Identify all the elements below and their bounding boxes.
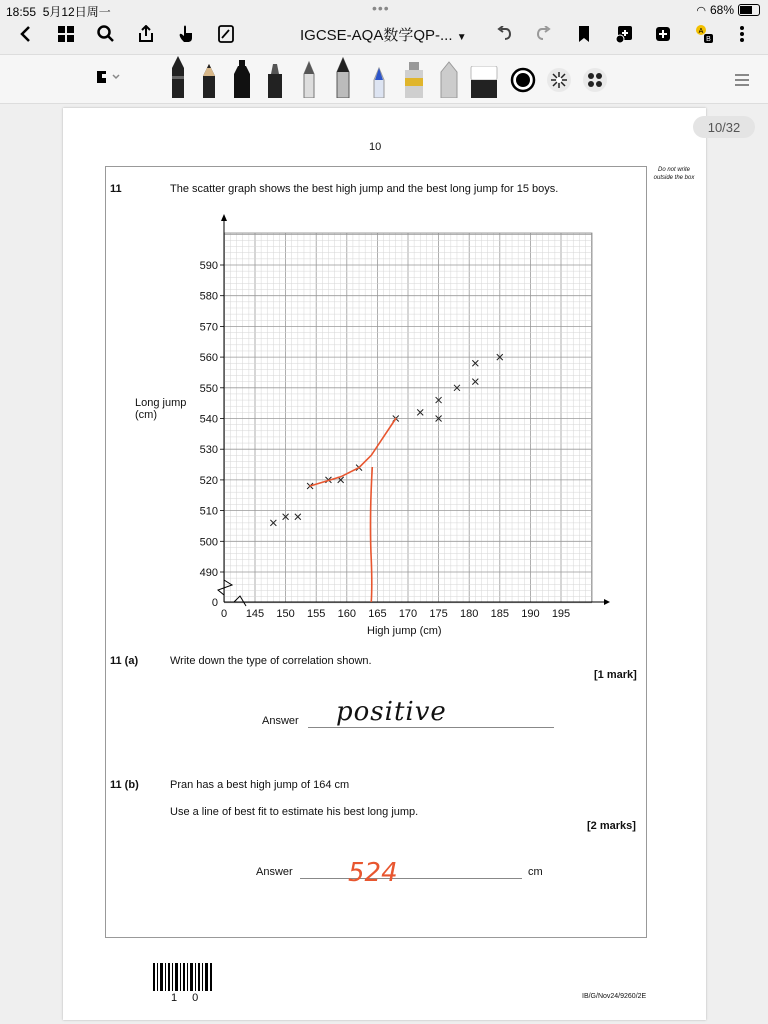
page-indicator[interactable]: 10/32 (693, 116, 755, 138)
top-toolbar (0, 18, 768, 50)
question-a-text: Write down the type of correlation shown. (170, 655, 372, 667)
multitask-dots-icon[interactable]: ••• (372, 0, 390, 16)
answer-frame (105, 166, 647, 938)
x-tick-label: 160 (337, 608, 356, 620)
add-page-icon[interactable] (612, 22, 636, 46)
color-picker-icon[interactable] (510, 67, 536, 98)
blue-pen-tool-icon[interactable] (370, 66, 388, 103)
ballpoint-pen-tool-icon[interactable] (300, 60, 318, 103)
answer-b-handwriting[interactable]: 524 (348, 858, 398, 888)
x-tick-label: 165 (368, 608, 387, 620)
svg-text:A: A (698, 28, 704, 35)
y-tick-label: 490 (199, 567, 218, 579)
ai-assistant-icon[interactable] (692, 22, 716, 46)
answer-b-label: Answer (256, 866, 293, 878)
document-title[interactable]: IGCSE-AQA数学QP-... ▼ (300, 27, 467, 44)
question-a-label: 11 (a) (110, 655, 139, 667)
y-tick-label: 500 (199, 536, 218, 549)
y-tick-label: 580 (199, 290, 218, 303)
y-tick-label: 520 (199, 474, 218, 487)
battery-icon (738, 4, 760, 16)
x-tick-label: 145 (245, 608, 265, 620)
barcode-text: 1 0 (171, 992, 205, 1004)
x-tick-label: 190 (521, 608, 540, 620)
eraser-tool-icon[interactable] (470, 66, 498, 103)
margin-note: Do not write outside the box (653, 167, 695, 181)
highlighter-tool-icon[interactable] (402, 60, 426, 103)
y-axis-label: Long jump (cm) (135, 397, 187, 421)
bookmark-icon[interactable] (572, 22, 596, 46)
x-tick-label: 175 (429, 608, 448, 620)
answer-a-handwriting[interactable]: positive (336, 697, 447, 727)
x-tick-label: 0 (220, 608, 228, 620)
x-tick-label: 150 (276, 608, 295, 620)
x-tick-label: 170 (398, 608, 418, 620)
undo-icon[interactable] (492, 22, 516, 46)
y-tick-label: 510 (199, 505, 218, 518)
shapes-tool-icon[interactable] (582, 67, 608, 98)
answer-b-unit: cm (528, 866, 543, 878)
x-tick-label: 185 (490, 608, 509, 620)
marker-tool-icon[interactable] (232, 58, 252, 103)
y-tick-label: 590 (199, 260, 218, 272)
calligraphy-pen-tool-icon[interactable] (332, 56, 354, 103)
new-document-icon[interactable] (651, 22, 675, 46)
toolbar-menu-icon[interactable] (734, 73, 750, 91)
answer-b-line (300, 878, 522, 879)
y-tick-label: 550 (199, 382, 218, 395)
edit-document-icon[interactable] (214, 22, 238, 46)
footer-code: IB/G/Nov24/9260/2E (582, 993, 647, 1000)
share-icon[interactable] (134, 22, 158, 46)
fountain-pen-tool-icon[interactable] (168, 54, 188, 103)
x-tick-label: 155 (307, 608, 326, 620)
wifi-icon: ◠ (696, 4, 706, 17)
x-tick-label: 195 (551, 608, 571, 620)
x-tick-label: 180 (460, 608, 479, 620)
more-options-icon[interactable] (730, 22, 754, 46)
question-b-text-1: Pran has a best high jump of 164 cm (170, 779, 350, 791)
laser-pointer-icon[interactable] (546, 67, 572, 98)
felt-pen-tool-icon[interactable] (266, 62, 284, 103)
svg-text:B: B (706, 36, 711, 43)
lasso-tool-icon[interactable] (96, 69, 124, 90)
question-number: 11 (110, 183, 122, 195)
question-b-label: 11 (b) (110, 779, 139, 791)
barcode-icon (153, 963, 213, 991)
texture-pen-tool-icon[interactable] (438, 60, 460, 103)
battery-percent: 68% (709, 3, 734, 17)
question-intro: The scatter graph shows the best high jump and the best long jump for 15 boys. (170, 183, 559, 195)
pencil-tool-icon[interactable] (200, 62, 218, 103)
grid-view-icon[interactable] (54, 22, 78, 46)
y-tick-label: 530 (199, 444, 218, 457)
y-tick-label: 0 (211, 597, 218, 609)
y-tick-label: 560 (199, 352, 218, 365)
pen-toolbar (0, 54, 768, 104)
question-b-marks: [2 marks] (587, 820, 636, 832)
status-bar (0, 0, 768, 20)
hand-tool-icon[interactable] (174, 22, 198, 46)
search-icon[interactable] (94, 22, 118, 46)
page-number: 10 (369, 141, 382, 153)
question-b-text-2: Use a line of best fit to estimate his best long jump. (170, 806, 419, 818)
status-time: 18:55 5月12日周一 (6, 5, 111, 19)
redo-icon[interactable] (532, 22, 556, 46)
question-a-marks: [1 mark] (594, 669, 637, 681)
back-icon[interactable] (14, 22, 38, 46)
answer-a-label: Answer (262, 715, 299, 727)
y-tick-label: 570 (199, 321, 218, 334)
answer-a-line (308, 727, 554, 728)
x-axis-label: High jump (cm) (367, 625, 442, 637)
y-tick-label: 540 (199, 413, 218, 426)
